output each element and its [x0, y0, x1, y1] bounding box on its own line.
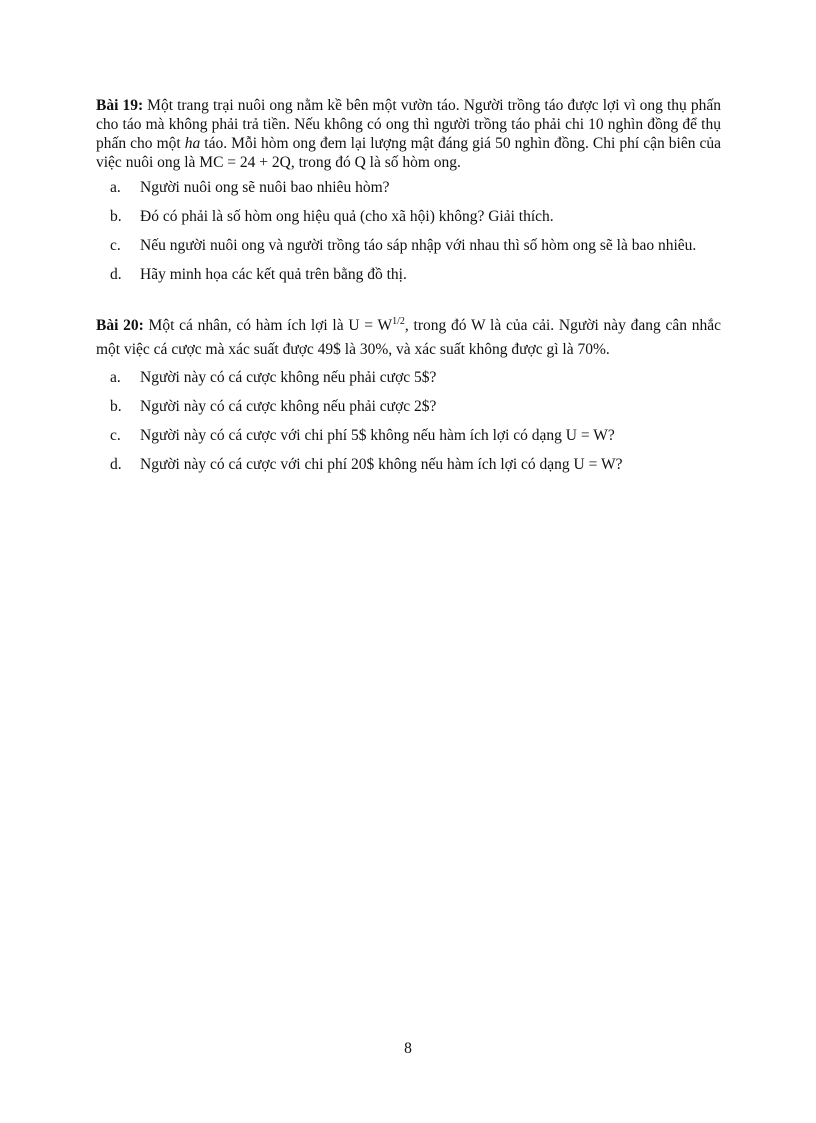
problem-20-question-b [96, 397, 721, 416]
question-text: Nếu người nuôi ong và người trồng táo sáp nhập với nhau thì số hòm ong sẽ là bao nhiêu. [140, 237, 697, 254]
problem-19-text-part-1: Một trang trại nuôi ong nằm kề bên một vườn táo. Người trồng táo được lợi vì ong thụ phấn cho táo mà không phải trả tiền. Nếu không có ong thì người trồng táo phải chi 10 nghìn đồng để thụ phấn cho một [96, 97, 721, 152]
problem-20-statement [96, 314, 721, 362]
question-marker: b. [110, 398, 122, 415]
problem-19-italic-unit: ha [184, 135, 201, 152]
problem-20-question-a [96, 368, 721, 387]
question-marker: c. [110, 237, 121, 254]
problem-20-text-part-2: , trong đó W là của cải. Người này đang cân nhắc một việc cá cược mà xác suất được 49$ là 30%, và xác suất không được gì là 70%. [96, 317, 721, 358]
question-text: Người này có cá cược không nếu phải cược 5$? [140, 369, 437, 386]
problem-19-statement [96, 96, 721, 172]
problem-20-question-d [96, 455, 721, 474]
problem-19-question-a [96, 178, 721, 197]
problem-19-text-part-2: táo. Mỗi hòm ong đem lại lượng mật đáng giá 50 nghìn đồng. Chi phí cận biên của việc nuôi ong là MC = 24 + 2Q, trong đó Q là số hòm ong. [96, 135, 722, 171]
question-text: Người này có cá cược không nếu phải cược 2$? [140, 398, 437, 415]
problem-20-title: Bài 20: [96, 317, 144, 334]
question-marker: d. [110, 456, 122, 473]
problem-19-questions [96, 178, 721, 284]
question-text: Hãy minh họa các kết quả trên bằng đồ thị. [140, 266, 407, 283]
problem-20-question-c [96, 426, 721, 445]
document-page [96, 96, 721, 484]
question-marker: c. [110, 427, 121, 444]
problem-19-question-b [96, 207, 721, 226]
problem-20 [96, 314, 721, 474]
question-marker: d. [110, 266, 122, 283]
problem-19-question-c [96, 236, 721, 255]
question-marker: a. [110, 179, 121, 196]
question-text: Người này có cá cược với chi phí 20$ không nếu hàm ích lợi có dạng U = W? [140, 456, 623, 473]
problem-19-question-d [96, 265, 721, 284]
problem-19-title: Bài 19: [96, 97, 144, 114]
problem-20-text-part-1: Một cá nhân, có hàm ích lợi là U = W [143, 317, 393, 334]
question-text: Đó có phải là số hòm ong hiệu quả (cho xã hội) không? Giải thích. [140, 208, 554, 225]
question-marker: b. [110, 208, 122, 225]
problem-20-exponent: 1/2 [392, 316, 405, 327]
problem-20-questions [96, 368, 721, 474]
problem-19 [96, 96, 721, 284]
question-marker: a. [110, 369, 121, 386]
page-number: 8 [404, 1040, 412, 1057]
question-text: Người này có cá cược với chi phí 5$ không nếu hàm ích lợi có dạng U = W? [140, 427, 615, 444]
question-text: Người nuôi ong sẽ nuôi bao nhiêu hòm? [140, 179, 390, 196]
